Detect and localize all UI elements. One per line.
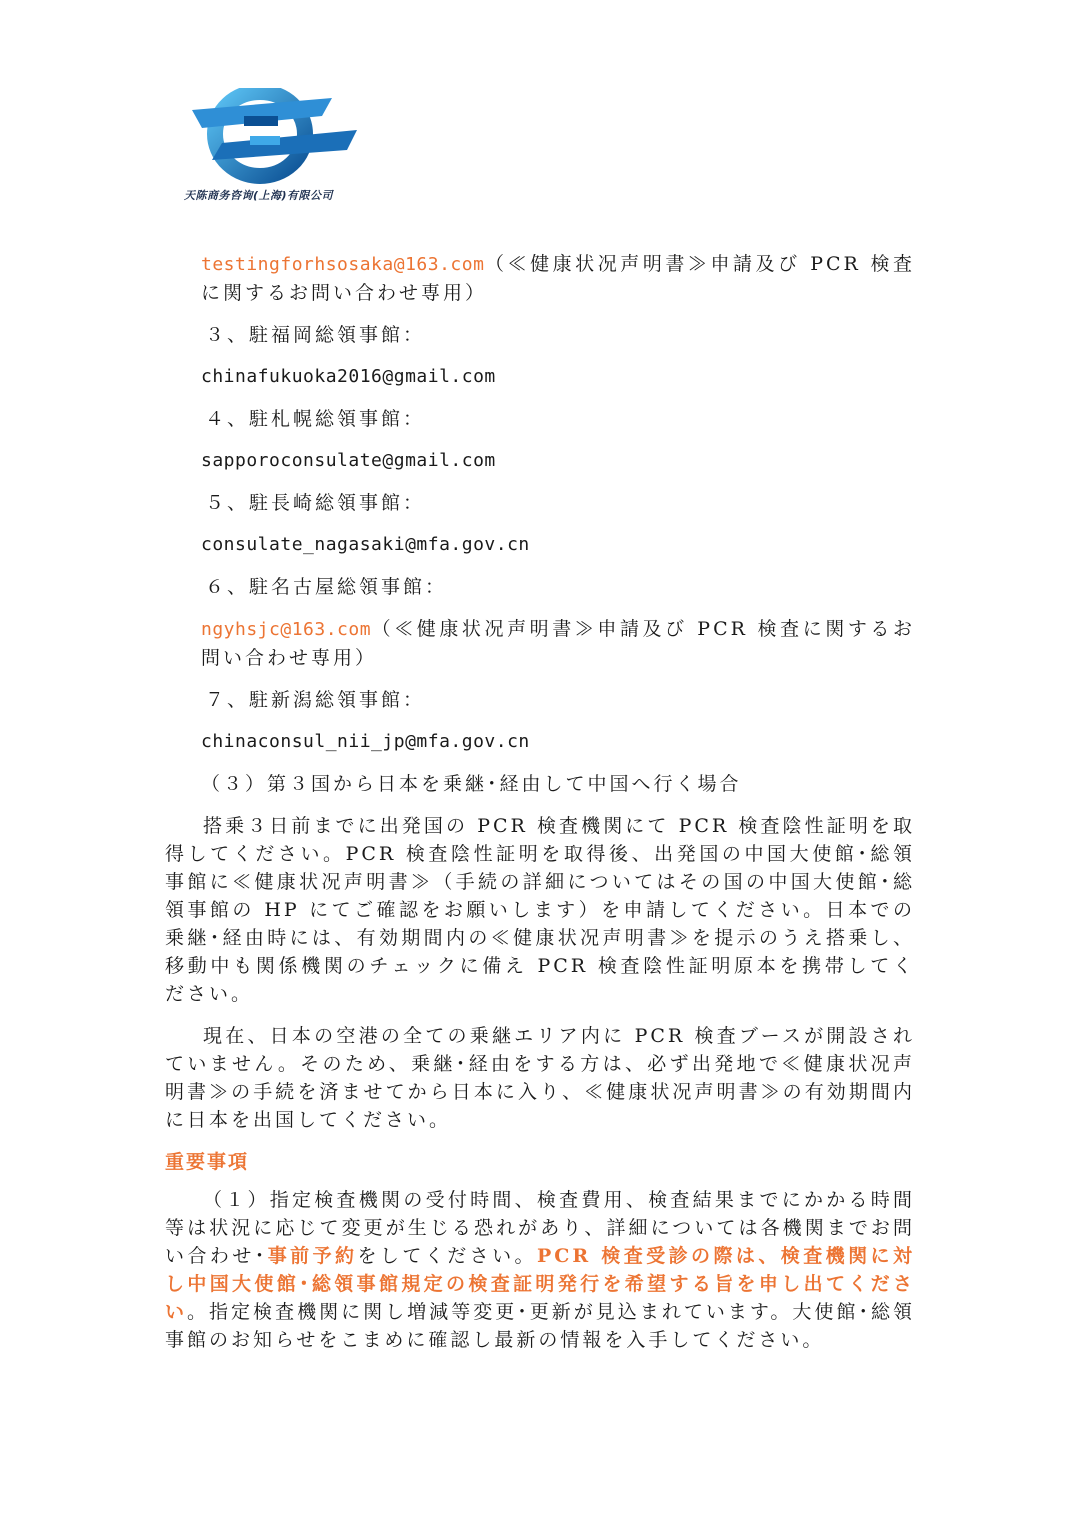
document-body — [165, 250, 915, 1354]
important-heading: 重要事項 — [165, 1151, 250, 1173]
important-text-a: （１）指定検査機関の受付時間、検査費用、検査結果までにかかる時間等は状況に応じて変更が生じる恐れがあり、詳細については各機関までお問い合わせ･ — [165, 1189, 915, 1267]
sapporo-email[interactable]: sapporoconsulate@gmail.com — [201, 450, 496, 471]
nagoya-email-link[interactable]: ngyhsjc@163.com — [201, 619, 372, 640]
niigata-label: ７、駐新潟総領事館： — [205, 689, 426, 711]
nagasaki-email[interactable]: consulate_nagasaki@mfa.gov.cn — [201, 534, 530, 555]
fukuoka-label: ３、駐福岡総領事館： — [205, 324, 426, 346]
fukuoka-email[interactable]: chinafukuoka2016@gmail.com — [201, 366, 496, 387]
pcr-request-highlight: PCR 検査受診の際は、検査機関に対し中国大使館･総領事館規定の検査証明発行を希望する旨を申し出てください — [165, 1245, 915, 1323]
section3-paragraph-2: 現在、日本の空港の全ての乗継エリア内に PCR 検査ブースが開設されていません。そのため、乗継･経由をする方は、必ず出発地で≪健康状况声明書≫の手続を済ませてから日本に入り、≪健康状况声明書≫の有効期間内に日本を出国してください。 — [165, 1025, 915, 1131]
important-paragraph — [165, 1186, 915, 1354]
advance-reservation-highlight: 事前予約 — [267, 1245, 358, 1267]
logo-emblem-icon — [182, 88, 382, 188]
important-text-e: 。指定検査機関に関し増減等変更･更新が見込まれています。大使館･総領事館のお知らせをこまめに確認し最新の情報を入手してください。 — [165, 1301, 915, 1351]
nagoya-note: （≪健康状况声明書≫申請及び PCR 検査に関するお問い合わせ専用） — [201, 618, 915, 669]
section3-title: （３）第３国から日本を乗継･経由して中国へ行く場合 — [201, 773, 742, 795]
important-text-c: をしてください。 — [357, 1245, 537, 1267]
osaka-contact — [165, 250, 915, 307]
niigata-email[interactable]: chinaconsul_nii_jp@mfa.gov.cn — [201, 731, 530, 752]
company-name: 天陈商务咨询(上海)有限公司 — [184, 189, 334, 202]
sapporo-label: ４、駐札幌総領事館： — [205, 408, 426, 430]
osaka-email-link[interactable]: testingforhsosaka@163.com — [201, 254, 485, 275]
nagoya-contact — [165, 615, 915, 672]
nagoya-label: ６、駐名古屋総領事館： — [205, 576, 448, 598]
nagasaki-label: ５、駐長崎総領事館： — [205, 492, 426, 514]
osaka-note: （≪健康状况声明書≫申請及び PCR 検査に関するお問い合わせ専用） — [201, 253, 915, 304]
company-logo — [182, 88, 382, 200]
section3-paragraph-1: 搭乗３日前までに出発国の PCR 検査機関にて PCR 検査陰性証明を取得してください。PCR 検査陰性証明を取得後、出発国の中国大使館･総領事館に≪健康状况声明書≫（手続の詳細についてはその国の中国大使館･総領事館の HP にてご確認をお願いします）を申請してください。日本での乗継･経由時には、有効期間内の≪健康状况声明書≫を提示のうえ搭乗し、移動中も関係機関のチェックに備え PCR 検査陰性証明原本を携帯してください。 — [165, 815, 915, 1005]
